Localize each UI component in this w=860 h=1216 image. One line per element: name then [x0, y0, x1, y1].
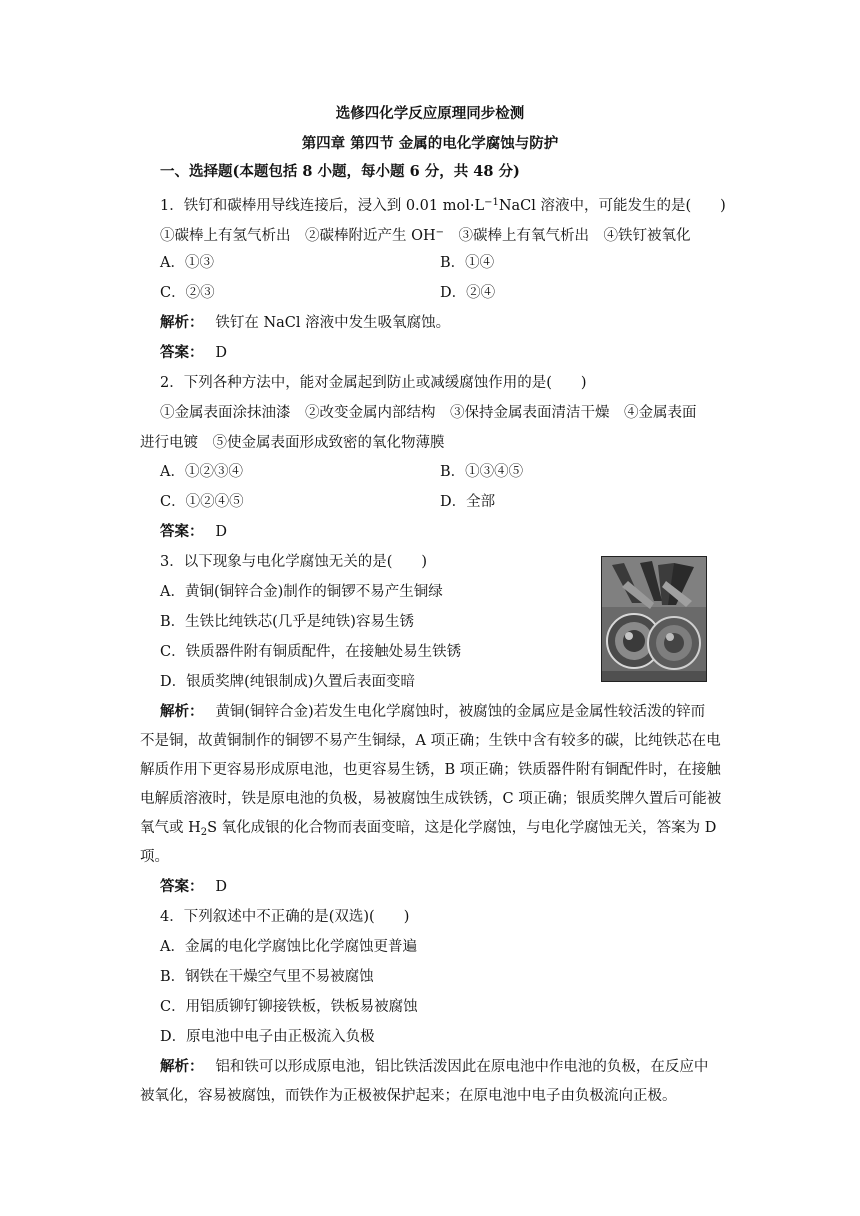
- question-1-option-a: A．①③: [160, 255, 214, 271]
- question-3-analysis-line-4: 电解质溶液时，铁是原电池的负极，易被腐蚀生成铁锈，C 项正确；银质奖牌久置后可能被: [140, 791, 722, 807]
- question-3-answer: 答案： D: [160, 878, 227, 895]
- answer-label: 答案：: [160, 344, 197, 361]
- question-2-option-b: B．①③④⑤: [440, 464, 524, 480]
- corroded-medals-photo: [601, 556, 707, 682]
- question-4-option-d: D．原电池中电子由正极流入负极: [160, 1029, 375, 1045]
- question-1-stem: 1．铁钉和碳棒用导线连接后，浸入到 0.01 $mol\cdot L^{-1}NaCl$ 溶液中，可能发生的是( ): [160, 197, 726, 214]
- question-2-option-a: A．①②③④: [160, 464, 243, 480]
- analysis-label: 解析：: [160, 314, 197, 331]
- question-3-option-c: C．铁质器件附有铜质配件，在接触处易生铁锈: [160, 644, 462, 660]
- question-3-analysis-line-6: 项。: [140, 849, 169, 865]
- question-2-stem: 2．下列各种方法中，能对金属起到防止或减缓腐蚀作用的是( ): [160, 375, 587, 391]
- question-3-option-d: D．银质奖牌(纯银制成)久置后表面变暗: [160, 674, 415, 690]
- document-title: 选修四化学反应原理同步检测: [335, 105, 525, 122]
- question-3-stem: 3．以下现象与电化学腐蚀无关的是( ): [160, 554, 428, 570]
- question-1-answer: 答案： D: [160, 344, 227, 361]
- question-1-option-d: D．②④: [440, 285, 496, 301]
- section-heading: 一、选择题(本题包括 8 小题，每小题 6 分，共 48 分): [160, 163, 520, 180]
- medals-image: [602, 557, 706, 681]
- question-1-statements: ①碳棒上有氢气析出 ②碳棒附近产生 OH− ③碳棒上有氧气析出 ④铁钉被氧化: [160, 227, 691, 244]
- chapter-title: 第四章 第四节 金属的电化学腐蚀与防护: [301, 135, 559, 152]
- question-3-analysis-line-5: 氧气或 $H_2S$ 氧化成银的化合物而表面变暗，这是化学腐蚀，与电化学腐蚀无关，答案为 D: [140, 820, 717, 838]
- question-2-answer: 答案： D: [160, 523, 227, 540]
- question-2-statements-line-2: 进行电镀 ⑤使金属表面形成致密的氧化物薄膜: [140, 435, 445, 451]
- question-2-statements-line-1: ①金属表面涂抹油漆 ②改变金属内部结构 ③保持金属表面清洁干燥 ④金属表面: [160, 405, 697, 421]
- question-2-option-c: C．①②④⑤: [160, 494, 244, 510]
- question-3-analysis-line-2: 不是铜，故黄铜制作的铜锣不易产生铜绿，A 项正确；生铁中含有较多的碳，比纯铁芯在电: [140, 733, 721, 749]
- question-1-option-c: C．②③: [160, 285, 215, 301]
- question-4-analysis-line-1: 解析： 铝和铁可以形成原电池，铝比铁活泼因此在原电池中作电池的负极，在反应中: [160, 1058, 709, 1075]
- question-4-analysis-line-2: 被氧化，容易被腐蚀，而铁作为正极被保护起来；在原电池中电子由负极流向正极。: [140, 1088, 677, 1104]
- question-1-option-b: B．①④: [440, 255, 495, 271]
- question-3-analysis-line-1: 解析： 黄铜(铜锌合金)若发生电化学腐蚀时，被腐蚀的金属应是金属性较活泼的锌而: [160, 703, 706, 720]
- question-4-option-a: A．金属的电化学腐蚀比化学腐蚀更普遍: [160, 939, 417, 955]
- question-4-option-c: C．用铝质铆钉铆接铁板，铁板易被腐蚀: [160, 999, 418, 1015]
- question-3-option-b: B．生铁比纯铁芯(几乎是纯铁)容易生锈: [160, 614, 414, 630]
- question-4-stem: 4．下列叙述中不正确的是(双选)( ): [160, 909, 410, 925]
- question-2-option-d: D．全部: [440, 494, 496, 510]
- question-4-option-b: B．钢铁在干燥空气里不易被腐蚀: [160, 969, 374, 985]
- question-1-analysis: 解析： 铁钉在 NaCl 溶液中发生吸氧腐蚀。: [160, 314, 451, 331]
- question-3-analysis-line-3: 解质作用下更容易形成原电池，也更容易生锈，B 项正确；铁质器件附有铜配件时，在接触: [140, 762, 721, 778]
- question-3-option-a: A．黄铜(铜锌合金)制作的铜锣不易产生铜绿: [160, 584, 443, 600]
